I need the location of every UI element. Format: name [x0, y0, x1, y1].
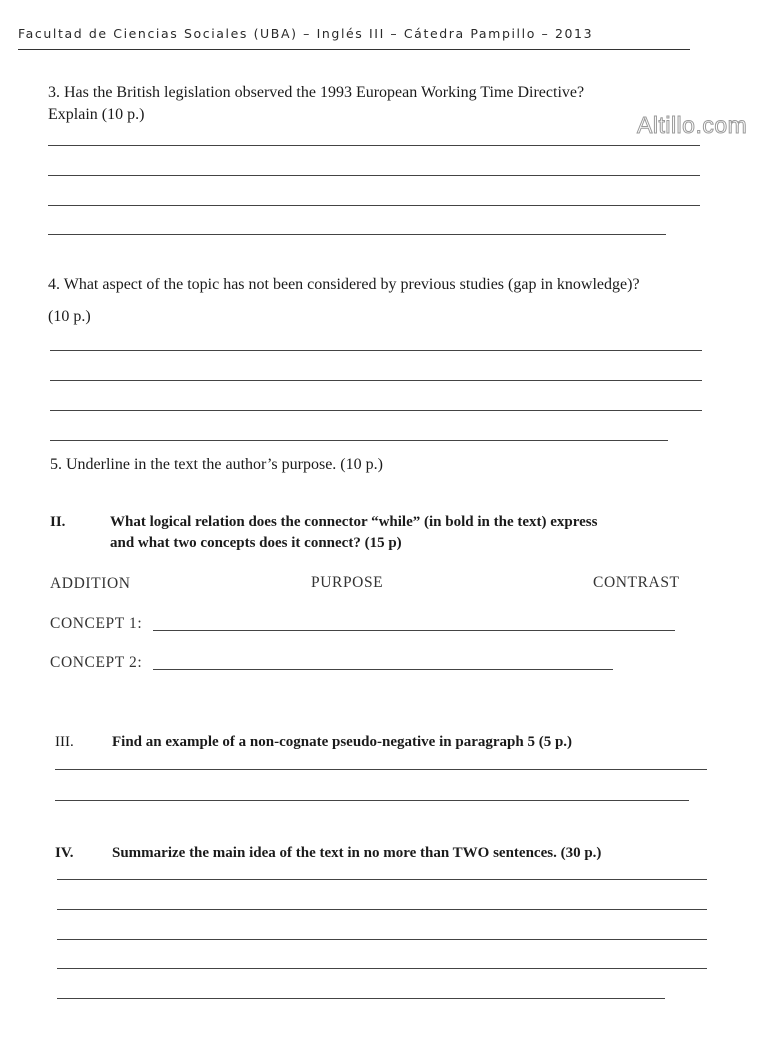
- question-3-line1: 3. Has the British legislation observed the 1993 European Working Time Directive?: [48, 84, 585, 101]
- concept-2-answer-line[interactable]: [153, 669, 613, 670]
- section-2-line2: and what two concepts does it connect? (15 p): [110, 535, 402, 551]
- answer-line[interactable]: [55, 769, 707, 770]
- question-4-line2: (10 p.): [48, 308, 91, 325]
- header-rule: [18, 49, 690, 50]
- answer-line[interactable]: [57, 879, 707, 880]
- answer-line[interactable]: [57, 998, 665, 999]
- section-4-text: Summarize the main idea of the text in no more than TWO sentences. (30 p.): [112, 845, 602, 861]
- option-purpose[interactable]: PURPOSE: [311, 574, 384, 591]
- answer-line[interactable]: [48, 175, 700, 176]
- answer-line[interactable]: [48, 205, 700, 206]
- page-header: Facultad de Ciencias Sociales (UBA) – Inglés III – Cátedra Pampillo – 2013: [18, 26, 594, 41]
- answer-line[interactable]: [48, 145, 700, 146]
- question-3-line2: Explain (10 p.): [48, 106, 145, 123]
- answer-line[interactable]: [57, 939, 707, 940]
- concept-1-label: CONCEPT 1:: [50, 615, 143, 632]
- option-addition[interactable]: ADDITION: [50, 575, 131, 592]
- answer-line[interactable]: [48, 234, 666, 235]
- answer-line[interactable]: [50, 380, 702, 381]
- answer-line[interactable]: [50, 410, 702, 411]
- option-contrast[interactable]: CONTRAST: [593, 574, 680, 591]
- answer-line[interactable]: [50, 350, 702, 351]
- question-5: 5. Underline in the text the author’s purpose. (10 p.): [50, 456, 383, 473]
- section-3-text: Find an example of a non-cognate pseudo-negative in paragraph 5 (5 p.): [112, 734, 573, 750]
- section-4-numeral: IV.: [55, 845, 74, 861]
- answer-line[interactable]: [57, 909, 707, 910]
- concept-2-label: CONCEPT 2:: [50, 654, 143, 671]
- answer-line[interactable]: [55, 800, 689, 801]
- section-2-line1: What logical relation does the connector “while” (in bold in the text) express: [110, 514, 598, 530]
- concept-1-answer-line[interactable]: [153, 630, 675, 631]
- watermark-logo: Altillo.com: [637, 112, 748, 138]
- answer-line[interactable]: [57, 968, 707, 969]
- section-3-numeral: III.: [55, 734, 74, 750]
- section-2-numeral: II.: [50, 514, 66, 530]
- answer-line[interactable]: [50, 440, 668, 441]
- question-4-line1: 4. What aspect of the topic has not been considered by previous studies (gap in knowledge)?: [48, 276, 640, 293]
